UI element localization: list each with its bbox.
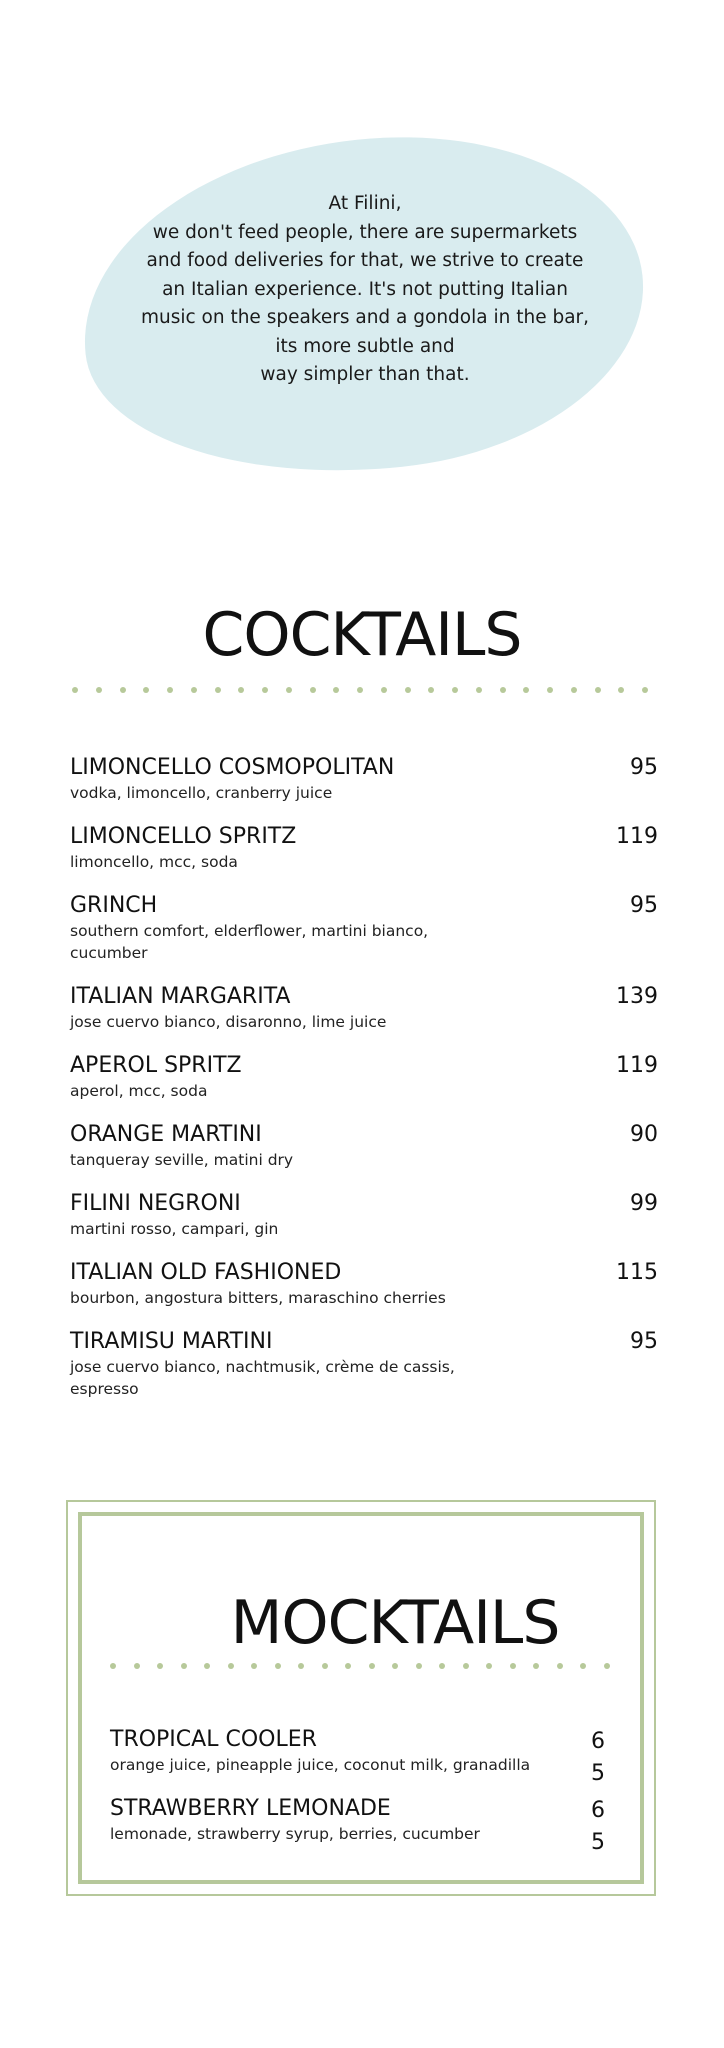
mocktail-item <box>110 1795 608 1855</box>
divider-dot <box>452 687 458 693</box>
divider-dot <box>238 687 244 693</box>
item-description: southern comfort, elderflower, martini bianco, cucumber <box>70 922 429 962</box>
item-description: vodka, limoncello, cranberry juice <box>70 784 333 802</box>
divider-dot <box>134 1663 140 1669</box>
item-price: 139 <box>616 984 658 1009</box>
divider-dot <box>110 1663 116 1669</box>
cocktail-item <box>70 823 658 873</box>
divider-dot <box>181 1663 187 1669</box>
intro-line: and food deliveries for that, we strive to create <box>146 250 584 271</box>
item-description: martini rosso, campari, gin <box>70 1220 279 1238</box>
item-name: TIRAMISU MARTINI <box>70 1329 273 1354</box>
item-name: APEROL SPRITZ <box>70 1053 242 1078</box>
item-description: jose cuervo bianco, disaronno, lime juice <box>70 1013 387 1031</box>
item-name: FILINI NEGRONI <box>70 1191 241 1216</box>
divider-dot <box>439 1663 445 1669</box>
divider-dot <box>557 1663 563 1669</box>
item-price: 95 <box>630 893 658 918</box>
divider-dot <box>251 1663 257 1669</box>
divider-dot <box>547 687 553 693</box>
intro-line: music on the speakers and a gondola in the bar, <box>140 307 590 328</box>
item-description: orange juice, pineapple juice, coconut milk, granadilla <box>110 1756 531 1774</box>
cocktail-item <box>70 1190 658 1240</box>
cocktail-item <box>70 754 658 804</box>
cocktail-item <box>70 1259 658 1309</box>
divider-dot <box>500 687 506 693</box>
item-description: tanqueray seville, matini dry <box>70 1151 294 1169</box>
divider-dot <box>96 687 102 693</box>
mocktails-heading: MOCKTAILS <box>230 1587 560 1658</box>
divider-dot <box>604 1663 610 1669</box>
item-name: ITALIAN OLD FASHIONED <box>70 1260 342 1285</box>
item-name: LIMONCELLO SPRITZ <box>70 824 297 849</box>
item-price: 90 <box>630 1122 658 1147</box>
item-description: bourbon, angostura bitters, maraschino cherries <box>70 1289 446 1307</box>
divider-dot <box>533 1663 539 1669</box>
divider-dot <box>416 1663 422 1669</box>
intro-line: we don't feed people, there are supermarkets <box>152 221 578 243</box>
divider-dot <box>157 1663 163 1669</box>
intro-line: its more subtle and <box>275 335 455 357</box>
cocktail-item <box>70 1052 658 1102</box>
item-price: 99 <box>630 1191 658 1216</box>
item-name: GRINCH <box>70 893 158 918</box>
divider-dot <box>120 687 126 693</box>
divider-dot <box>204 1663 210 1669</box>
intro-text <box>100 190 630 390</box>
cocktail-item <box>70 983 658 1033</box>
cocktail-list <box>70 754 658 1419</box>
intro-line: way simpler than that. <box>260 364 470 385</box>
mocktail-item <box>110 1726 608 1786</box>
divider-dot <box>143 687 149 693</box>
divider-dot <box>523 687 529 693</box>
divider-dot <box>618 687 624 693</box>
item-name: TROPICAL COOLER <box>110 1727 317 1752</box>
mocktails-dot-divider <box>110 1662 610 1670</box>
divider-dot <box>298 1663 304 1669</box>
divider-dot <box>595 687 601 693</box>
item-name: STRAWBERRY LEMONADE <box>110 1796 391 1821</box>
divider-dot <box>405 687 411 693</box>
divider-dot <box>476 687 482 693</box>
item-name: ITALIAN MARGARITA <box>70 984 291 1009</box>
intro-line: At Filini, <box>328 193 402 214</box>
divider-dot <box>369 1663 375 1669</box>
divider-dot <box>215 687 221 693</box>
divider-dot <box>262 687 268 693</box>
divider-dot <box>167 687 173 693</box>
divider-dot <box>275 1663 281 1669</box>
item-price: 115 <box>616 1260 658 1285</box>
divider-dot <box>381 687 387 693</box>
intro-line: an Italian experience. It's not putting Italian <box>162 278 568 300</box>
divider-dot <box>72 687 78 693</box>
item-price: 119 <box>616 1053 658 1078</box>
item-description: lemonade, strawberry syrup, berries, cucumber <box>110 1825 480 1843</box>
cocktails-heading: COCKTAILS <box>202 600 522 671</box>
divider-dot <box>286 687 292 693</box>
divider-dot <box>191 687 197 693</box>
item-name: ORANGE MARTINI <box>70 1122 262 1147</box>
cocktail-item <box>70 1328 658 1400</box>
divider-dot <box>392 1663 398 1669</box>
divider-dot <box>322 1663 328 1669</box>
item-price: 6 5 <box>591 1798 605 1855</box>
cocktail-item <box>70 892 658 964</box>
divider-dot <box>463 1663 469 1669</box>
divider-dot <box>357 687 363 693</box>
divider-dot <box>571 687 577 693</box>
divider-dot <box>642 687 648 693</box>
divider-dot <box>228 1663 234 1669</box>
divider-dot <box>486 1663 492 1669</box>
divider-dot <box>428 687 434 693</box>
item-description: jose cuervo bianco, nachtmusik, crème de cassis, espresso <box>70 1358 455 1398</box>
divider-dot <box>310 687 316 693</box>
item-price: 95 <box>630 1329 658 1354</box>
item-description: aperol, mcc, soda <box>70 1082 208 1100</box>
mocktail-list <box>110 1726 608 1864</box>
divider-dot <box>580 1663 586 1669</box>
item-price: 95 <box>630 755 658 780</box>
cocktail-item <box>70 1121 658 1171</box>
divider-dot <box>345 1663 351 1669</box>
divider-dot <box>510 1663 516 1669</box>
item-price: 119 <box>616 824 658 849</box>
divider-dot <box>333 687 339 693</box>
item-price: 6 5 <box>591 1729 605 1786</box>
cocktails-dot-divider <box>72 686 648 694</box>
item-name: LIMONCELLO COSMOPOLITAN <box>70 755 395 780</box>
item-description: limoncello, mcc, soda <box>70 853 238 871</box>
